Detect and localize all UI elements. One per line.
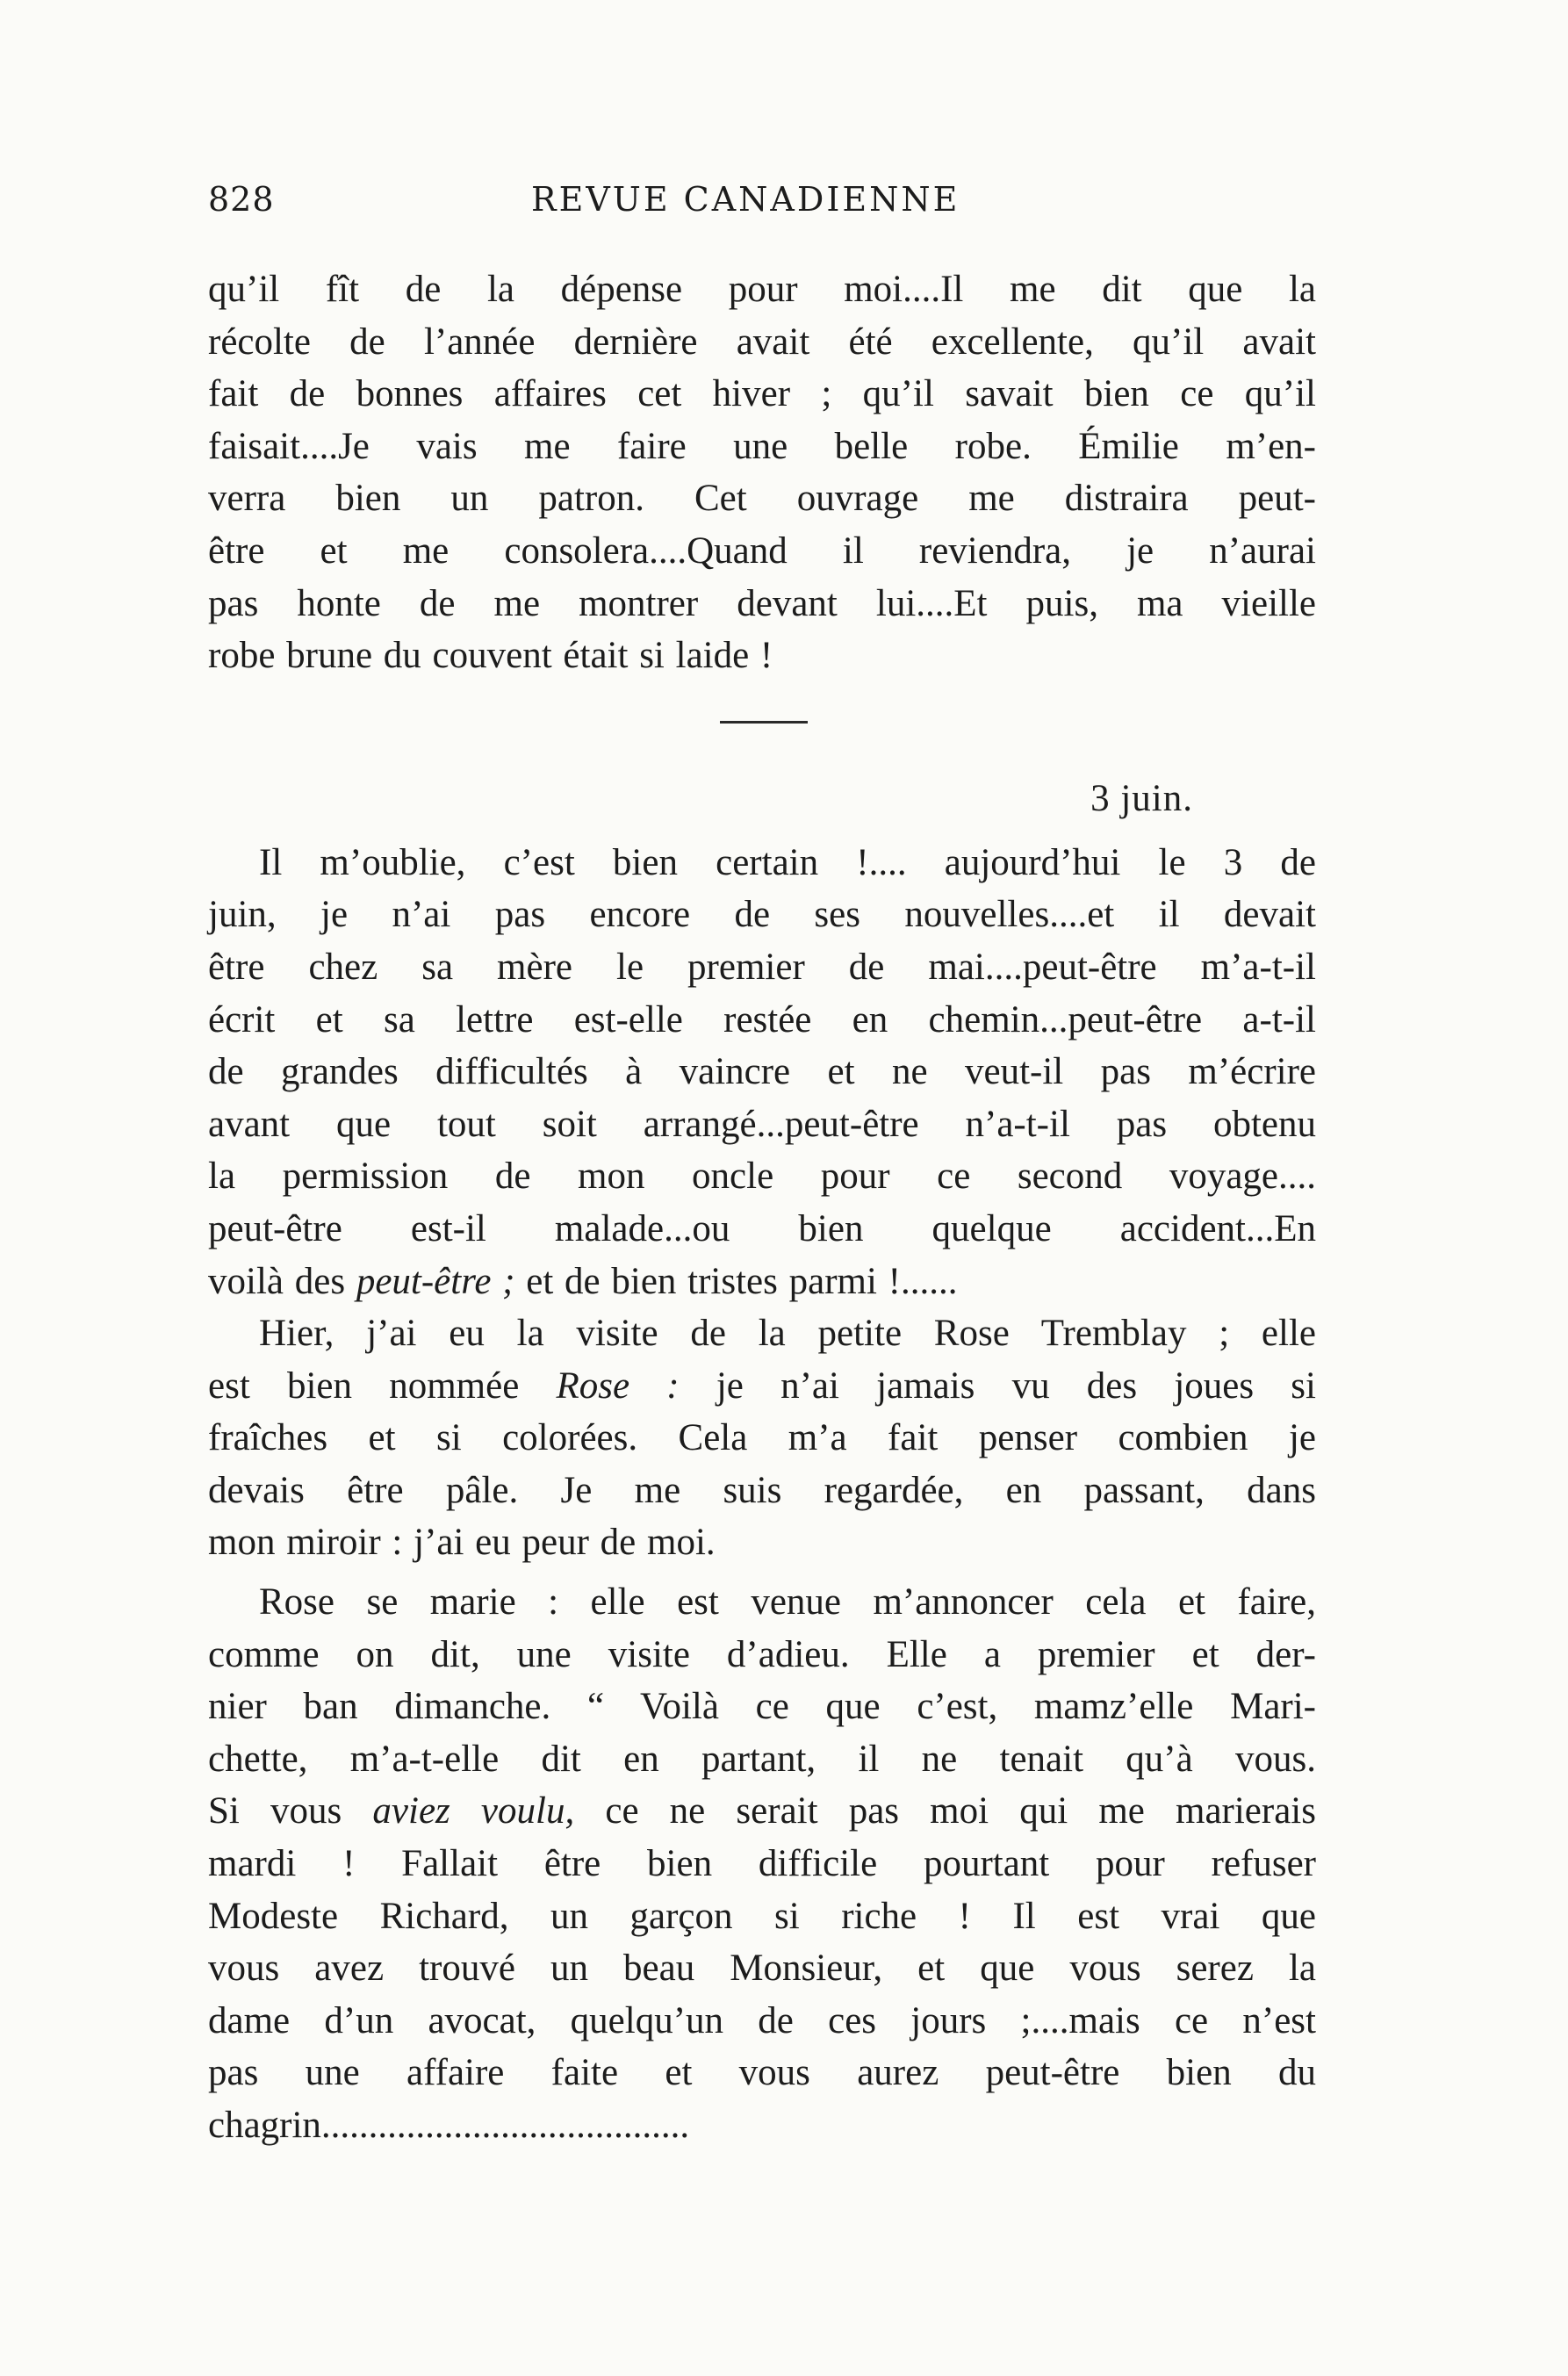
text-line: [208, 1360, 1316, 1413]
text-line: être et me consolera....Quand il reviendra, je n’aurai: [208, 529, 1316, 572]
text-run: est bien nommée: [208, 1364, 557, 1407]
text-line: la permission de mon oncle pour ce second voyage....: [208, 1156, 1316, 1198]
text-line: Modeste Richard, un garçon si riche ! Il est vrai que: [208, 1895, 1316, 1937]
text-line: mardi ! Fallait être bien difficile pourtant pour refuser: [208, 1843, 1316, 1885]
running-title: REVUE CANADIENNE: [531, 180, 960, 219]
text-line: Il m’oublie, c’est bien certain !.... aujourd’hui le 3 de: [259, 841, 1316, 883]
italic-text: Rose :: [556, 1364, 680, 1407]
text-line: être chez sa mère le premier de mai....peut-être m’a-t-il: [208, 946, 1316, 988]
italic-text: peut-être ;: [356, 1260, 515, 1302]
text-line: mon miroir : j’ai eu peur de moi.: [208, 1522, 716, 1564]
text-line: robe brune du couvent était si laide !: [208, 635, 773, 677]
text-run: et de bien tristes parmi !......: [514, 1260, 958, 1302]
text-line: écrit et sa lettre est-elle restée en chemin...peut-être a-t-il: [208, 998, 1316, 1040]
body-text: [208, 263, 1316, 2152]
text-line: [208, 1256, 1316, 1308]
text-line: pas honte de me montrer devant lui....Et puis, ma vieille: [208, 582, 1316, 624]
text-run: voilà des: [208, 1260, 356, 1302]
text-line: verra bien un patron. Cet ouvrage me distraira peut-: [208, 478, 1316, 520]
text-line: peut-être est-il malade...ou bien quelque accident...En: [208, 1207, 1316, 1249]
paragraph: [208, 263, 1316, 682]
text-line: avant que tout soit arrangé...peut-être n’a-t-il pas obtenu: [208, 1103, 1316, 1145]
text-line: [208, 1785, 1316, 1838]
text-line: de grandes difficultés à vaincre et ne veut-il pas m’écrire: [208, 1051, 1316, 1093]
text-run: Si vous: [208, 1790, 373, 1832]
text-line: chagrin.......................................: [208, 2105, 690, 2146]
text-line: qu’il fît de la dépense pour moi....Il me dit que la: [208, 269, 1316, 310]
text-line: Rose se marie : elle est venue m’annoncer cela et faire,: [259, 1581, 1316, 1624]
paragraph: [208, 837, 1316, 1307]
text-run: ce ne serait pas moi qui me marierais: [574, 1790, 1316, 1832]
text-line: chette, m’a-t-elle dit en partant, il ne tenait qu’à vous.: [208, 1738, 1316, 1780]
text-line: dame d’un avocat, quelqu’un de ces jours ;....mais ce n’est: [208, 1999, 1316, 2041]
text-line: fait de bonnes affaires cet hiver ; qu’il savait bien ce qu’il: [208, 373, 1316, 415]
text-line: vous avez trouvé un beau Monsieur, et que vous serez la: [208, 1948, 1316, 1990]
text-line: comme on dit, une visite d’adieu. Elle a premier et der-: [208, 1633, 1316, 1675]
paragraph: [208, 1307, 1316, 1569]
text-line: fraîches et si colorées. Cela m’a fait penser combien je: [208, 1417, 1316, 1459]
section-divider: [208, 682, 1316, 761]
text-run: je n’ai jamais vu des joues si: [679, 1364, 1316, 1407]
text-line: nier ban dimanche. “ Voilà ce que c’est, mamz’elle Mari-: [208, 1686, 1316, 1728]
paragraph: [208, 1576, 1316, 2152]
text-line: Hier, j’ai eu la visite de la petite Rose Tremblay ; elle: [259, 1313, 1316, 1355]
italic-text: aviez voulu,: [372, 1790, 575, 1832]
date-heading: 3 juin.: [1090, 777, 1193, 819]
page-header: [208, 180, 1323, 233]
text-line: récolte de l’année dernière avait été excellente, qu’il avait: [208, 320, 1316, 363]
text-line: pas une affaire faite et vous aurez peut-être bien du: [208, 2052, 1316, 2094]
text-line: juin, je n’ai pas encore de ses nouvelles....et il devait: [208, 894, 1316, 936]
divider-rule: [720, 721, 808, 724]
text-line: faisait....Je vais me faire une belle robe. Émilie m’en-: [208, 425, 1316, 467]
page-number: 828: [208, 180, 275, 219]
text-line: devais être pâle. Je me suis regardée, en passant, dans: [208, 1469, 1316, 1511]
